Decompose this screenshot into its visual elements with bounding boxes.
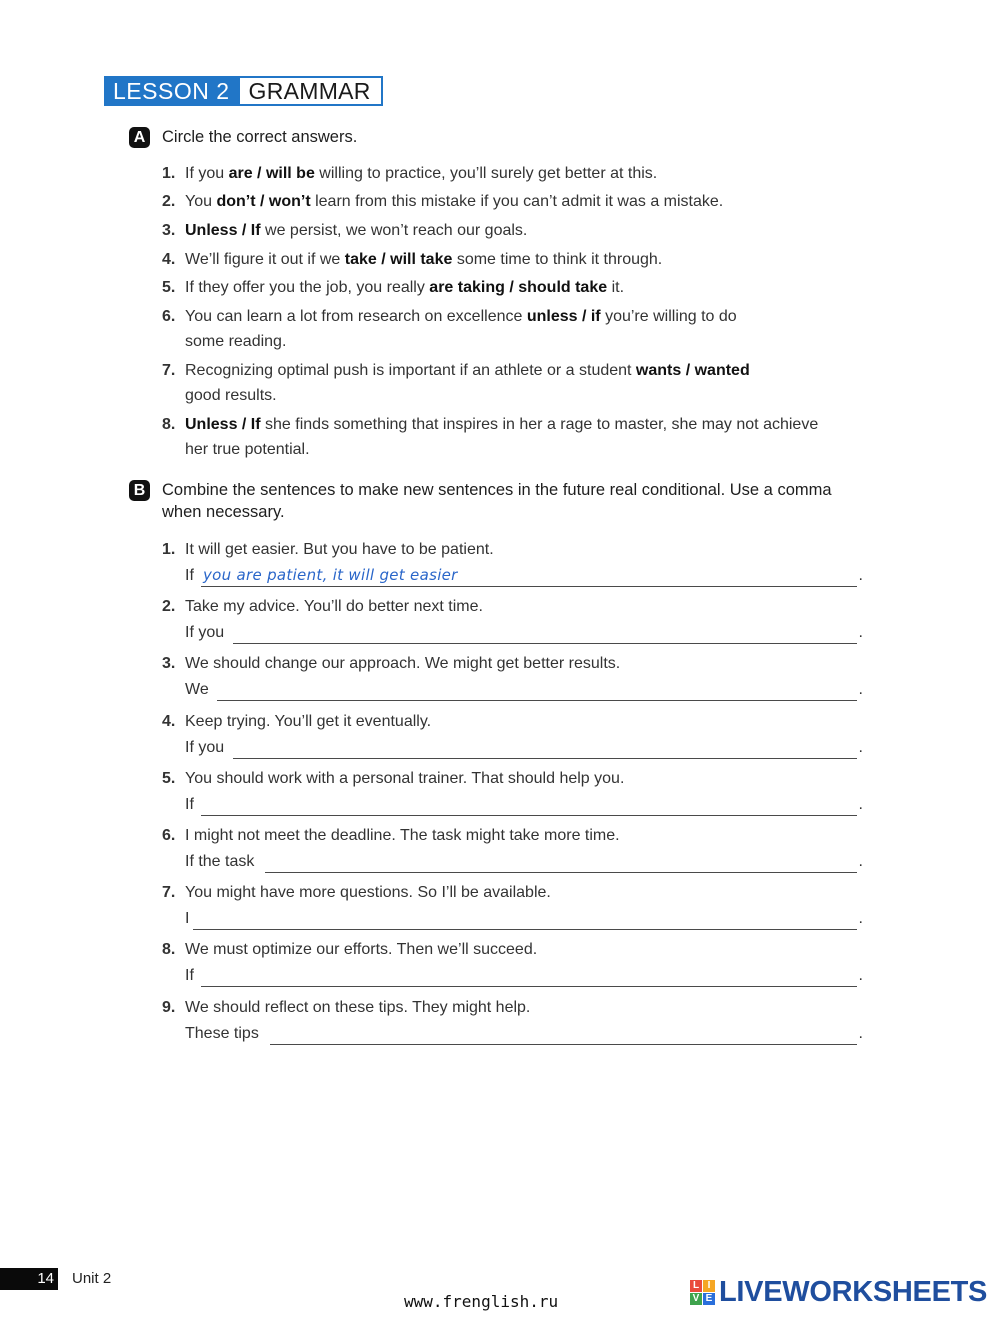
answer-row [185,963,863,989]
unit-label: Unit 2 [72,1270,112,1287]
sentence-period: . [858,853,863,870]
website-url: www.frenglish.ru [404,1292,559,1311]
answer-choice[interactable]: unless / if [526,308,601,325]
answer-lead-text: If you [185,624,225,642]
item-text [185,412,818,437]
item-text-part: If they offer you the job, you really [185,279,430,296]
page-number: 14 [37,1270,54,1287]
item-text-part: some time to think it through. [452,251,663,268]
item-prompt: You might have more questions. So I’ll be available. [185,884,551,902]
live-grid-cell: E [703,1293,715,1305]
section-a-instruction: Circle the correct answers. [162,128,358,146]
answer-blank[interactable] [270,1021,857,1045]
item-text [185,218,527,243]
answer-row [185,906,863,932]
sentence-period: . [858,795,863,813]
item-number: 5. [162,279,176,296]
answer-choice[interactable]: take / will take [344,251,453,268]
answer-blank[interactable] [201,792,857,816]
liveworksheets-logo [690,1276,987,1308]
item-text-continued: some reading. [185,333,287,350]
answer-choice[interactable]: Unless / If [185,222,261,239]
answer-choice[interactable]: Unless / If [185,416,261,433]
answer-lead-text: If [185,967,194,985]
answer-row [185,849,863,875]
live-grid-icon [690,1280,715,1305]
item-number: 1. [162,541,176,558]
lesson-label: LESSON 2 [104,76,240,106]
item-number: 4. [162,712,176,730]
answer-blank[interactable] [233,620,857,644]
answer-row [185,677,863,703]
sentence-period: . [858,624,863,642]
item-text-part: You can learn a lot from research on excellence [185,308,527,325]
item-text-part: it. [607,279,625,296]
item-number: 5. [162,769,176,787]
item-text [185,275,624,300]
sentence-period: . [858,738,863,756]
item-text-continued: good results. [185,387,277,404]
sentence-period: . [858,1024,863,1042]
item-text-part: You [185,193,217,210]
section-b-badge: B [129,480,150,501]
item-number: 6. [162,827,176,844]
answer-choice[interactable]: are taking / should take [429,279,608,296]
item-prompt: It will get easier. But you have to be patient. [185,541,494,558]
item-text [185,161,657,186]
item-number: 2. [162,598,176,616]
item-prompt: Take my advice. You’ll do better next time. [185,598,483,616]
page-number-bar [0,1268,58,1290]
section-b-instruction-line-2: when necessary. [162,503,285,521]
answer-row [185,563,863,589]
item-number: 8. [162,941,176,959]
item-number: 8. [162,416,176,433]
item-text-continued: her true potential. [185,441,310,458]
answer-blank[interactable] [217,677,857,701]
item-prompt: We should change our approach. We might get better results. [185,655,621,673]
item-number: 3. [162,655,176,673]
item-text-part: We’ll figure it out if we [185,251,345,268]
item-number: 6. [162,308,176,325]
answer-lead-text: If [185,795,194,813]
lesson-title: GRAMMAR [240,76,383,106]
item-number: 3. [162,222,176,239]
filled-answer[interactable]: you are patient, it will get easier [203,566,458,584]
sentence-period: . [858,567,863,584]
section-b-instruction-line-1: Combine the sentences to make new sentences in the future real conditional. Use a comma [162,481,832,499]
item-text-part: Recognizing optimal push is important if an athlete or a student [185,362,636,379]
answer-blank[interactable] [201,963,857,987]
item-prompt: You should work with a personal trainer. That should help you. [185,769,625,787]
answer-row [185,1021,863,1047]
item-number: 1. [162,165,176,182]
item-text-part: If you [185,165,229,182]
answer-blank[interactable] [265,849,857,873]
item-text [185,304,737,329]
answer-lead-text: If you [185,738,225,756]
item-text-part: you’re willing to do [600,308,737,325]
item-number: 2. [162,193,176,210]
section-a-badge: A [129,127,150,148]
item-text [185,189,723,214]
item-prompt: Keep trying. You’ll get it eventually. [185,712,432,730]
answer-choice[interactable]: are / will be [228,165,315,182]
item-text-part: she finds something that inspires in her a rage to master, she may not achieve [260,416,819,433]
answer-lead-text: If the task [185,853,255,870]
item-prompt: I might not meet the deadline. The task might take more time. [185,827,620,844]
sentence-period: . [858,681,863,699]
answer-lead-text: I [185,910,190,928]
item-text-part: learn from this mistake if you can’t admit it was a mistake. [310,193,724,210]
answer-blank[interactable] [193,906,857,930]
sentence-period: . [858,910,863,928]
live-grid-cell: I [703,1280,715,1292]
lesson-header [104,76,383,106]
item-number: 9. [162,998,176,1016]
answer-blank[interactable] [201,563,857,587]
item-prompt: We should reflect on these tips. They might help. [185,998,531,1016]
item-number: 4. [162,251,176,268]
answer-lead-text: We [185,681,209,699]
brand-name: LIVEWORKSHEETS [719,1276,988,1308]
answer-choice[interactable]: don’t / won’t [216,193,311,210]
item-text [185,358,750,383]
live-grid-cell: L [690,1280,702,1292]
answer-row [185,620,863,646]
sentence-period: . [858,967,863,985]
answer-blank[interactable] [233,735,857,759]
item-text-part: willing to practice, you’ll surely get better at this. [314,165,658,182]
item-text [185,247,662,272]
live-grid-cell: V [690,1293,702,1305]
item-number: 7. [162,884,176,902]
item-prompt: We must optimize our efforts. Then we’ll succeed. [185,941,538,959]
item-number: 7. [162,362,176,379]
answer-row [185,792,863,818]
item-text-part: we persist, we won’t reach our goals. [260,222,528,239]
answer-choice[interactable]: wants / wanted [635,362,750,379]
answer-lead-text: These tips [185,1024,259,1042]
answer-lead-text: If [185,567,194,584]
answer-row [185,735,863,761]
